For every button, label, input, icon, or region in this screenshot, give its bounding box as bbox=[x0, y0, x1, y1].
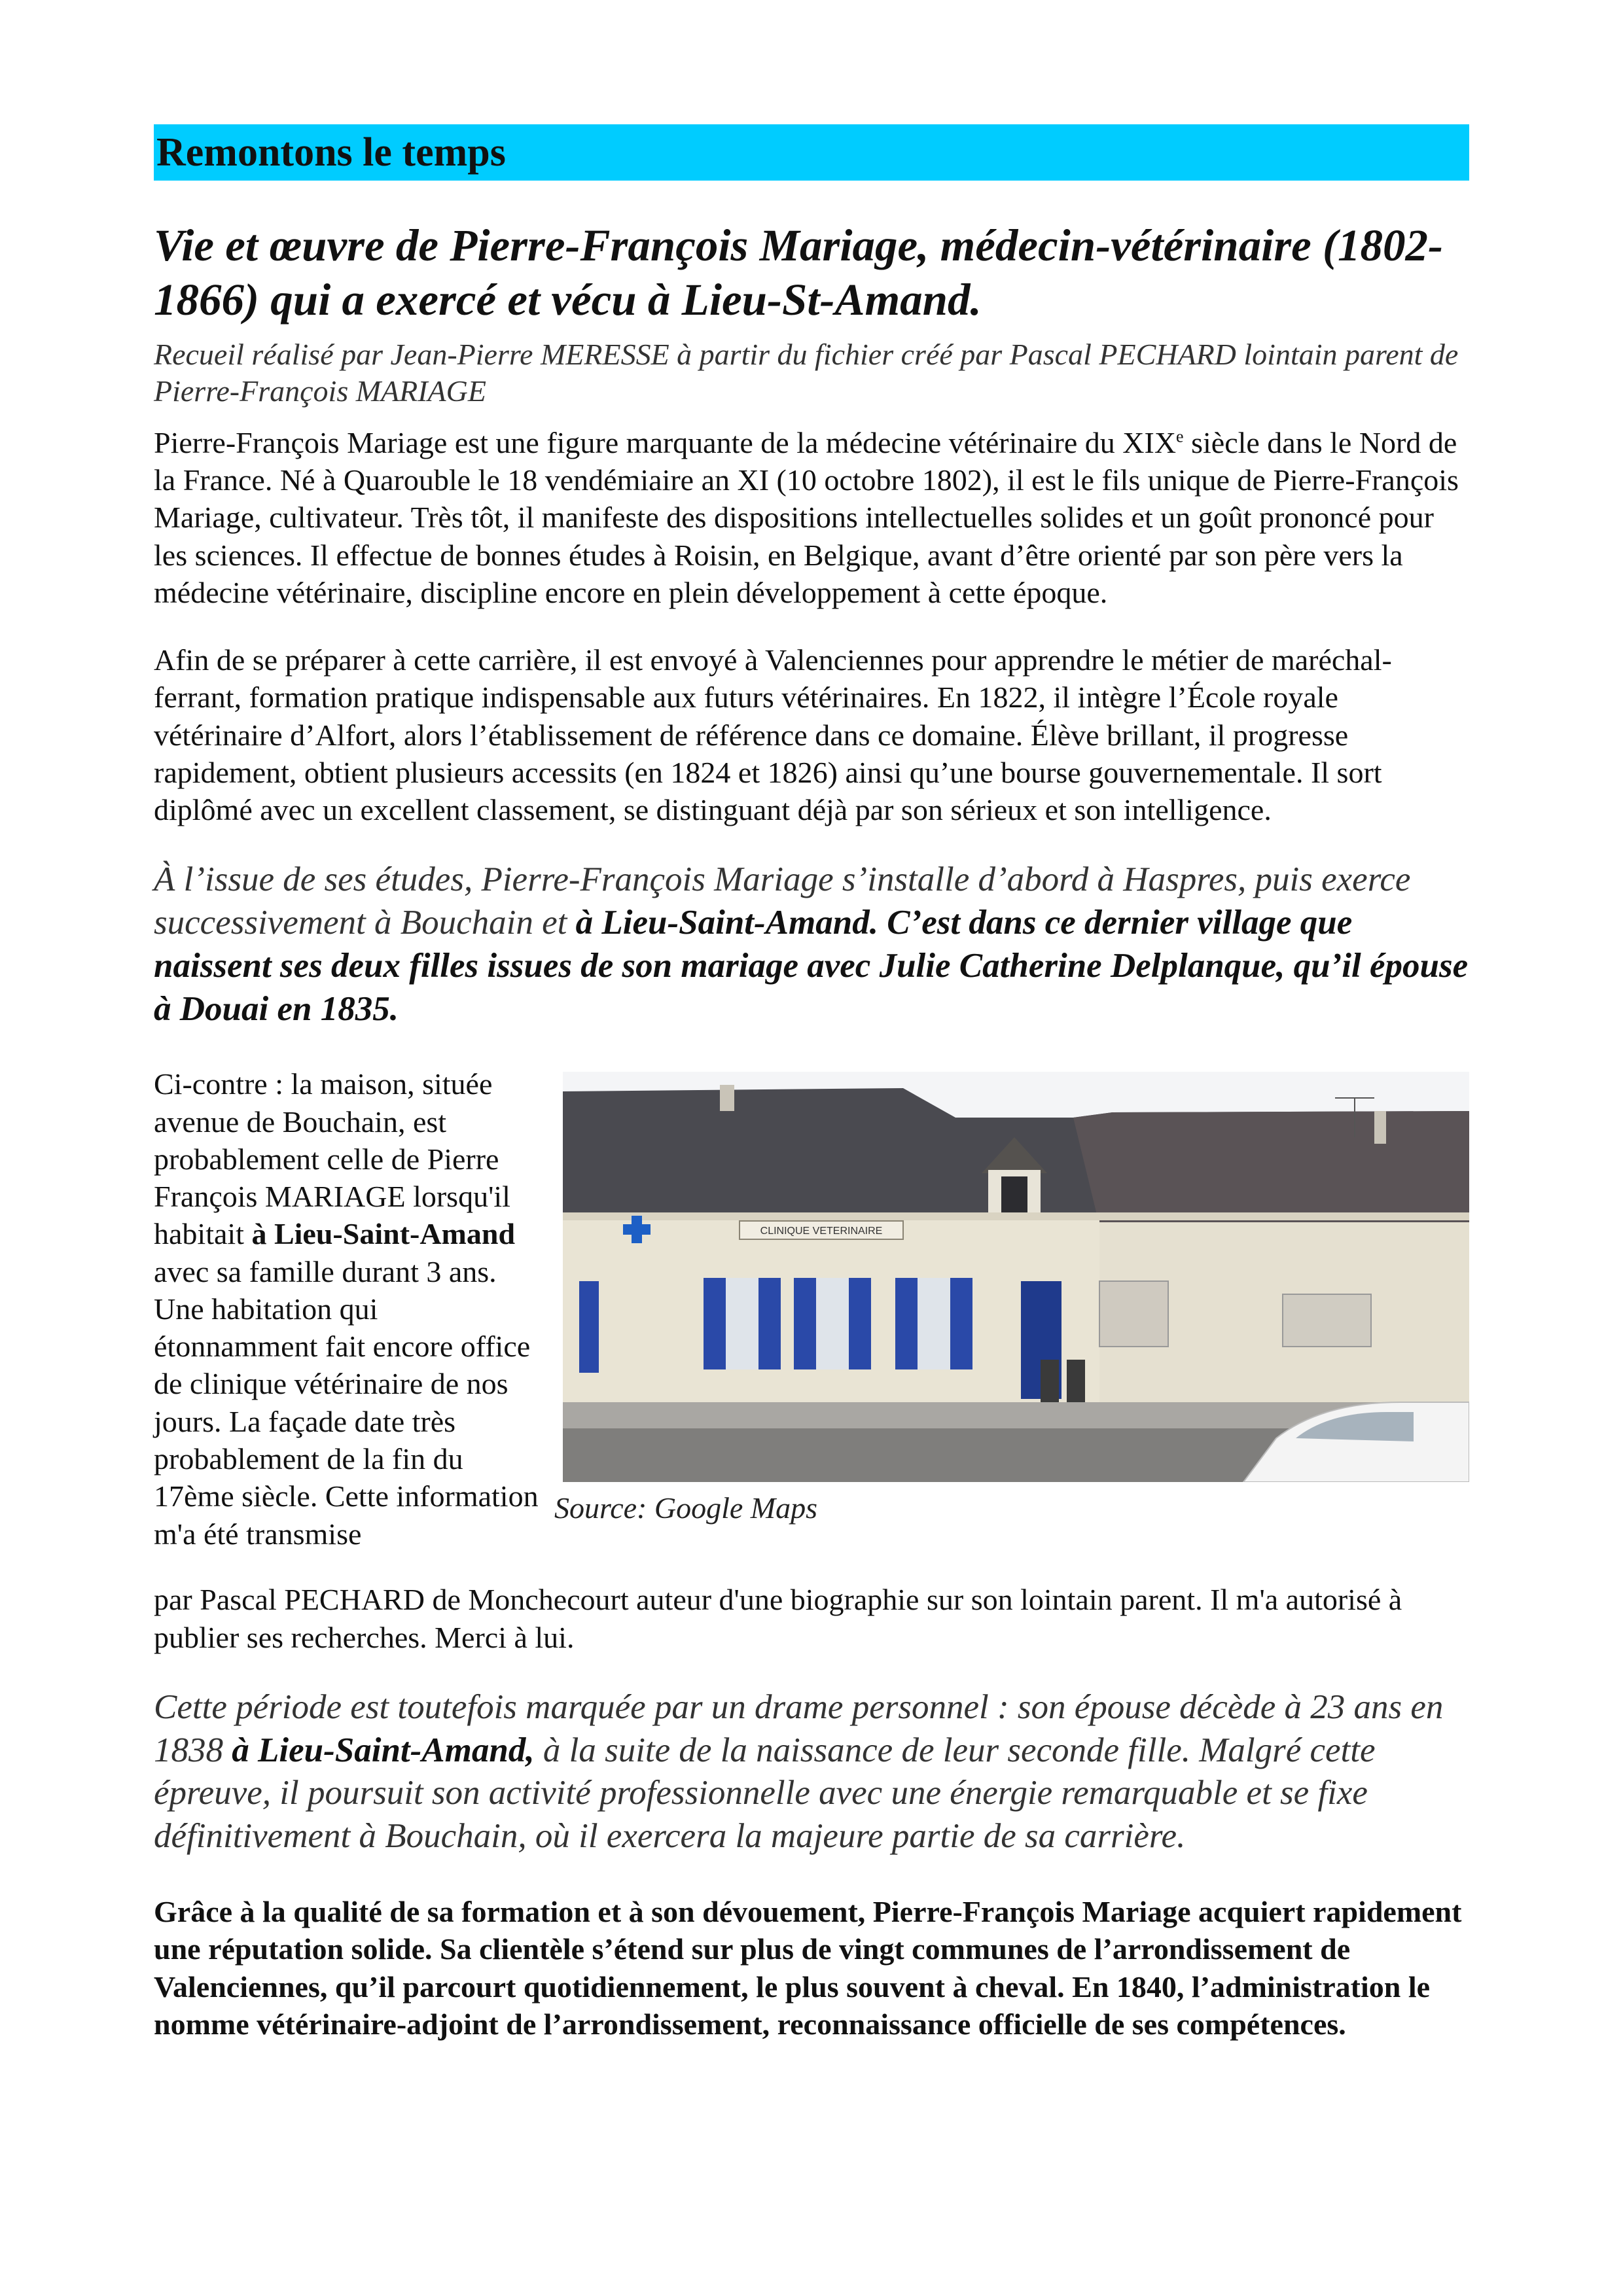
article-title: Vie et œuvre de Pierre-François Mariage, médecin-vétérinaire (1802-1866) qui a exercé et vécu à Lieu-St-Amand. bbox=[154, 221, 1444, 325]
house-bold-text: à Lieu-Saint-Amand bbox=[251, 1217, 516, 1251]
paragraph-reputation: Grâce à la qualité de sa formation et à son dévouement, Pierre-François Mariage acquiert rapidement une réputation solide. Sa clientèle s’étend sur plus de vingt communes de l’arrondissement de Valenciennes, qu’il parcourt quotidiennement, le plus souvent à cheval. En 1840, l’administration le nomme vétérinaire-adjoint de l’arrondissement, reconnaissance officielle de ses compétences. bbox=[154, 1894, 1462, 2041]
bin-2 bbox=[1067, 1360, 1085, 1404]
article-credit: Recueil réalisé par Jean-Pierre MERESSE à partir du fichier créé par Pascal PECHARD lointain parent de Pierre-François MARIAGE bbox=[154, 337, 1459, 408]
window-3 bbox=[794, 1278, 871, 1369]
page bbox=[154, 124, 1469, 2074]
chimney-left bbox=[720, 1085, 734, 1111]
house-section bbox=[154, 1065, 1469, 1581]
paragraph-text: Cette période est toutefois marquée par un drame personnel : son épouse décède à 23 ans en 1838 bbox=[154, 1687, 1444, 1769]
paragraph-text: à la suite de la naissance de leur seconde fille. Malgré cette épreuve, il poursuit son activité professionnelle avec une énergie remarquable et se fixe définitivement à Bouchain, où il exercera la majeure partie de sa carrière. bbox=[154, 1731, 1376, 1856]
paragraph-bold-text: à Lieu-Saint-Amand, bbox=[232, 1731, 535, 1769]
window-1 bbox=[579, 1281, 599, 1373]
paragraph-installation bbox=[154, 858, 1469, 1031]
window-5 bbox=[1099, 1281, 1168, 1347]
house-text: Ci-contre : la maison, située avenue de Bouchain, est probablement celle de Pierre François MARIAGE lorsqu'il habitait bbox=[154, 1067, 510, 1251]
paragraph-tragedy bbox=[154, 1686, 1469, 1858]
chimney-right bbox=[1374, 1111, 1386, 1144]
paragraph-text: siècle dans le Nord de la France. Né à Quarouble le 18 vendémiaire an XI (10 octobre 1802), il est le fils unique de Pierre-François Mariage, cultivateur. Très tôt, il manifeste des dispositions intellectuelles solides et un goût prononcé pour les sciences. Il effectue de bonnes études à Roisin, en Belgique, avant d’être orienté par son père vers la médecine vétérinaire, discipline encore en plein développement à cette époque. bbox=[154, 425, 1459, 609]
paragraph-biography-intro bbox=[154, 424, 1469, 611]
clinic-sign-text: CLINIQUE VETERINAIRE bbox=[760, 1226, 883, 1237]
window-6 bbox=[1283, 1294, 1371, 1347]
paragraph-education: Afin de se préparer à cette carrière, il est envoyé à Valenciennes pour apprendre le métier de maréchal-ferrant, formation pratique indispensable aux futurs vétérinaires. En 1822, il intègre l’École royale vétérinaire d’Alfort, alors l’établissement de référence dans ce domaine. Élève brillant, il progresse rapidement, obtient plusieurs accessits (en 1824 et 1826) ainsi qu’une bourse gouvernementale. Il sort diplômé avec un excellent classement, se distinguant déjà par son sérieux et son intelligence. bbox=[154, 643, 1392, 827]
section-banner: Remontons le temps bbox=[154, 124, 1469, 181]
paragraph-text: Pierre-François Mariage est une figure marquante de la médecine vétérinaire du XIX bbox=[154, 425, 1177, 459]
paragraph-bold-text: à Lieu-Saint-Amand. C’est dans ce dernier village que naissent ses deux filles issues de son mariage avec Julie Catherine Delplanque, qu’il épouse à Douai en 1835. bbox=[154, 904, 1469, 1028]
house-description-continuation: par Pascal PECHARD de Monchecourt auteur d'une biographie sur son lointain parent. Il m'a autorisé à publier ses recherches. Merci à lui. bbox=[154, 1583, 1402, 1654]
bin-1 bbox=[1041, 1360, 1059, 1404]
roof-right bbox=[1073, 1111, 1469, 1229]
window-4 bbox=[895, 1278, 972, 1369]
paragraph-text: À l’issue de ses études, Pierre-François Mariage s’installe d’abord à Haspres, puis exerce successivement à Bouchain et bbox=[154, 860, 1411, 942]
house-photo-illustration bbox=[563, 1072, 1469, 1482]
house-text: avec sa famille durant 3 ans. Une habitation qui étonnamment fait encore office de clinique vétérinaire de nos jours. La façade date très probablement de la fin du 17ème siècle. Cette information m'a été transmise bbox=[154, 1254, 539, 1551]
window-2 bbox=[704, 1278, 781, 1369]
century-superscript: e bbox=[1176, 427, 1184, 446]
photo-caption: Source: Google Maps bbox=[554, 1491, 817, 1525]
dormer-window bbox=[1001, 1176, 1027, 1212]
house-photo bbox=[563, 1072, 1469, 1482]
house-description bbox=[154, 1065, 546, 1552]
